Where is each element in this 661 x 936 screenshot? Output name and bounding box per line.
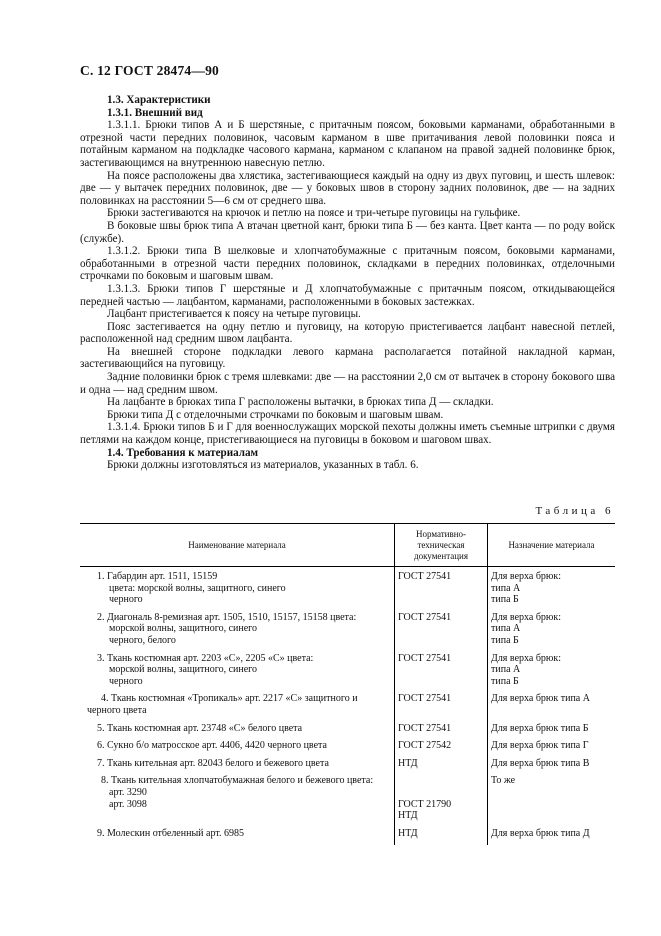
purpose-line: Для верха брюк: (491, 611, 562, 623)
material-cell (80, 612, 395, 653)
material-cell (80, 567, 395, 612)
purpose-line: То же (491, 775, 516, 787)
documentation-cell (395, 612, 488, 653)
name-line: 6. Сукно б/о матросское арт. 4406, 4420 черного цвета (97, 740, 327, 752)
doc-line: ГОСТ 27542 (398, 740, 452, 752)
paragraph: На лацбанте в брюках типа Г расположены вытачки, в брюках типа Д — складки. (107, 396, 494, 409)
section-heading: 1.4. Требования к материалам (107, 446, 259, 459)
documentation-cell (395, 693, 488, 722)
documentation-cell (395, 758, 488, 776)
purpose-cell (488, 693, 616, 722)
table-row (80, 758, 615, 776)
table-row (80, 567, 615, 612)
purpose-cell (488, 740, 616, 758)
name-line: морской волны, защитного, синего (109, 623, 257, 635)
table-row (80, 775, 615, 827)
doc-line: ГОСТ 27541 (398, 571, 452, 582)
table-row (80, 693, 615, 722)
material-cell (80, 758, 395, 776)
material-cell (80, 693, 395, 722)
paragraph: Пояс застегивается на одну петлю и пуговицу, на которую пристегивается лацбант навесной петлей, расположенной над средним швом лацбанта. (80, 320, 615, 346)
doc-line: НТД (398, 757, 418, 769)
paragraph: Задние половинки брюк с тремя шлевками: две — на расстоянии 2,0 см от вытачек в сторону бокового шва и одна — над средним швом. (80, 371, 615, 396)
documentation-cell (395, 567, 488, 612)
paragraph: 1.3.1.4. Брюки типов Б и Г для военнослужащих морской пехоты должны иметь съемные штрипки с двумя петлями на каждом конце, пристегивающиеся на пуговицы в боковом и шаговом швах. (80, 421, 615, 447)
purpose-line: Для верха брюк: (491, 652, 562, 664)
body-text (80, 94, 615, 472)
purpose-line: Для верха брюк: (491, 571, 562, 582)
name-line: черного (109, 675, 143, 687)
doc-line: НТД (398, 827, 418, 839)
purpose-cell (488, 653, 616, 694)
name-line: морской волны, защитного, синего (109, 664, 257, 676)
paragraph: 1.3.1.1. Брюки типов А и Б шерстяные, с притачным поясом, боковыми карманами, обработанными в отрезной части передних половинок, часовым карманом в шве притачивания левой половинки пояса и потайным карманом на подкладке часового кармана, карманом с клапаном на правой задней половинке брюк, застегивающимся на внутреннюю навесную петлю. (80, 119, 615, 169)
documentation-cell (395, 775, 488, 827)
paragraph: Брюки типа Д с отделочными строчками по боковым и шаговым швам. (107, 408, 444, 421)
doc-line: ГОСТ 27541 (398, 722, 452, 734)
documentation-cell (395, 723, 488, 741)
name-line: арт. 3098 (109, 798, 147, 810)
purpose-cell (488, 828, 616, 846)
purpose-line: типа А (491, 623, 521, 635)
purpose-cell (488, 775, 616, 827)
paragraph: 1.3.1.3. Брюки типов Г шерстяные и Д хлопчатобумажные с притачным поясом, откидывающейся передней частью — лацбантом, карманами, расположенными в боковых застежках. (80, 282, 615, 308)
table-row (80, 723, 615, 741)
table-header-documentation: Нормативно-техническая документация (395, 524, 488, 567)
name-line: 4. Ткань костюмная «Тропикаль» арт. 2217 «С» защитного и черного цвета (87, 693, 358, 716)
paragraph: На поясе расположены два хлястика, застегивающиеся каждый на одну из двух пуговиц, и шесть шлевок: две — у вытачек передних половинок, две — у боковых швов в сторону задних половинок, две — на задних половинках на расстоянии 5—6 см от среднего шва. (80, 169, 615, 207)
purpose-line: типа Б (491, 675, 519, 687)
paragraph: 1.3.1.2. Брюки типа В шелковые и хлопчатобумажные с притачным поясом, боковыми карманами, обработанными в отрезной части передних половинок, складками в передних половинках, отделочными строчками по боковым и шаговым швам. (80, 245, 615, 283)
doc-line (398, 775, 484, 787)
material-cell (80, 723, 395, 741)
material-cell (80, 740, 395, 758)
page-header: С. 12 ГОСТ 28474—90 (80, 63, 219, 78)
section-heading: 1.3.1. Внешний вид (107, 106, 203, 119)
purpose-line: типа Б (491, 594, 519, 606)
name-line: арт. 3290 (109, 786, 147, 798)
paragraph: Лацбант пристегивается к поясу на четыре пуговицы. (107, 308, 361, 321)
name-line: 3. Ткань костюмная арт. 2203 «С», 2205 «С» цвета: (97, 652, 314, 664)
table-row (80, 740, 615, 758)
name-line: черного, белого (109, 634, 176, 646)
name-line: черного (109, 594, 143, 606)
purpose-cell (488, 723, 616, 741)
doc-line: ГОСТ 27541 (398, 693, 452, 705)
name-line: 8. Ткань кительная хлопчатобумажная белого и бежевого цвета: (101, 775, 374, 787)
documentation-cell (395, 828, 488, 846)
purpose-line: Для верха брюк типа Д (491, 827, 590, 839)
purpose-cell (488, 758, 616, 776)
purpose-line: типа А (491, 664, 521, 676)
table-row (80, 612, 615, 653)
materials-table (80, 523, 615, 845)
paragraph: Брюки застегиваются на крючок и петлю на поясе и три-четыре пуговицы на гульфике. (107, 207, 521, 220)
purpose-line: Для верха брюк типа Г (491, 740, 589, 752)
documentation-cell (395, 740, 488, 758)
table-header-material: Наименование материала (80, 524, 395, 567)
name-line: 1. Габардин арт. 1511, 15159 (97, 571, 218, 582)
doc-line: ГОСТ 21790 (398, 798, 452, 810)
purpose-line: типа Б (491, 634, 519, 646)
documentation-cell (395, 653, 488, 694)
name-line: 9. Молескин отбеленный арт. 6985 (97, 827, 244, 839)
paragraph: Брюки должны изготовляться из материалов, указанных в табл. 6. (107, 459, 419, 472)
doc-line: ГОСТ 27541 (398, 652, 452, 664)
purpose-line: типа А (491, 582, 521, 594)
name-line: 2. Диагональ 8-ремизная арт. 1505, 1510, 15157, 15158 цвета: (97, 611, 357, 623)
purpose-line: Для верха брюк типа Б (491, 722, 589, 734)
doc-line: НТД (398, 810, 418, 822)
table-caption: Таблица 6 (535, 505, 614, 517)
material-cell (80, 775, 395, 827)
purpose-line: Для верха брюк типа В (491, 757, 590, 769)
table-header-purpose: Назначение материала (488, 524, 616, 567)
doc-line: ГОСТ 27541 (398, 611, 452, 623)
name-line: цвета: морской волны, защитного, синего (109, 582, 286, 594)
material-cell (80, 828, 395, 846)
name-line: 7. Ткань кительная арт. 82043 белого и бежевого цвета (97, 757, 329, 769)
purpose-line: Для верха брюк типа А (491, 693, 590, 705)
material-cell (80, 653, 395, 694)
table-row (80, 828, 615, 846)
name-line: 5. Ткань костюмная арт. 23748 «С» белого цвета (97, 722, 303, 734)
purpose-cell (488, 612, 616, 653)
section-heading: 1.3. Характеристики (107, 94, 211, 106)
doc-line (398, 787, 484, 799)
purpose-cell (488, 567, 616, 612)
table-header-row (80, 524, 615, 567)
paragraph: На внешней стороне подкладки левого кармана располагается потайной накладной карман, застегивающийся на пуговицу. (80, 345, 615, 371)
paragraph: В боковые швы брюк типа А втачан цветной кант, брюки типа Б — без канта. Цвет канта — по роду войск (службе). (80, 219, 615, 245)
table-row (80, 653, 615, 694)
